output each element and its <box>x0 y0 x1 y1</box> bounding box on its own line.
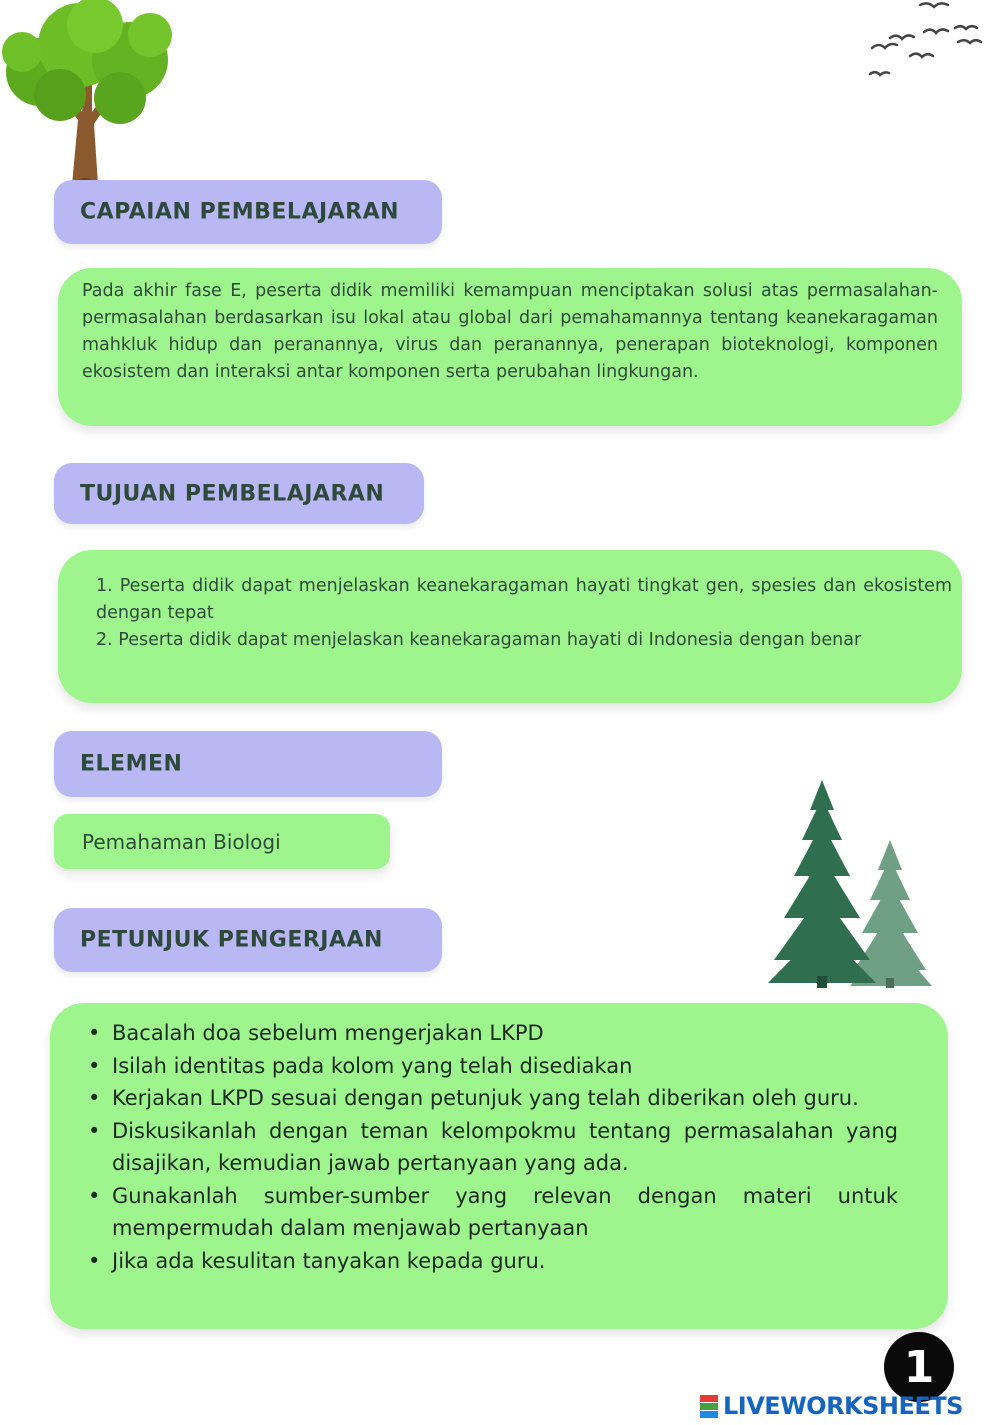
list-item: • Bacalah doa sebelum mengerjakan LKPD <box>84 1017 898 1050</box>
capaian-header <box>54 180 442 244</box>
capaian-text: Pada akhir fase E, peserta didik memiliki kemampuan menciptakan solusi atas permasalahan-permasalahan berdasarkan isu lokal atau global dari pemahamannya tentang keanekaragaman mahkluk hidup dan peranannya, virus dan peranannya, penerapan bioteknologi, komponen ekosistem dan interaksi antar komponen serta perubahan lingkungan. <box>82 281 938 382</box>
list-item: • Gunakanlah sumber-sumber yang relevan dengan materi untuk mempermudah dalam menjawab pertanyaan <box>84 1180 898 1245</box>
elemen-title: ELEMEN <box>80 751 183 777</box>
page-number: 1 <box>903 1341 935 1393</box>
watermark-text: LIVEWORKSHEETS <box>723 1392 963 1420</box>
petunjuk-box <box>50 1003 948 1329</box>
tujuan-item: 1. Peserta didik dapat menjelaskan keanekaragaman hayati tingkat gen, spesies dan ekosistem dengan tepat <box>96 576 952 623</box>
watermark <box>698 1390 998 1422</box>
list-item: • Diskusikanlah dengan teman kelompokmu tentang permasalahan yang disajikan, kemudian jawab pertanyaan yang ada. <box>84 1115 898 1180</box>
birds-icon <box>860 0 1000 85</box>
list-item: • Isilah identitas pada kolom yang telah disediakan <box>84 1050 898 1083</box>
elemen-value: Pemahaman Biologi <box>82 829 281 854</box>
list-item: • Jika ada kesulitan tanyakan kepada guru. <box>84 1245 898 1278</box>
list-item: • Kerjakan LKPD sesuai dengan petunjuk yang telah diberikan oleh guru. <box>84 1082 898 1115</box>
liveworksheets-logo-icon <box>698 1393 720 1419</box>
tujuan-header <box>54 463 424 524</box>
petunjuk-header <box>54 908 442 972</box>
capaian-title: CAPAIAN PEMBELAJARAN <box>80 199 400 225</box>
tujuan-item: 2. Peserta didik dapat menjelaskan keanekaragaman hayati di Indonesia dengan benar <box>96 630 862 650</box>
pine-trees-icon <box>766 778 938 988</box>
elemen-header <box>54 731 442 797</box>
petunjuk-title: PETUNJUK PENGERJAAN <box>80 927 383 953</box>
capaian-box <box>58 268 962 426</box>
tujuan-box <box>58 550 962 703</box>
elemen-box <box>54 814 390 869</box>
tujuan-title: TUJUAN PEMBELAJARAN <box>80 481 385 506</box>
petunjuk-list <box>84 1017 898 1277</box>
tree-icon <box>0 0 175 190</box>
